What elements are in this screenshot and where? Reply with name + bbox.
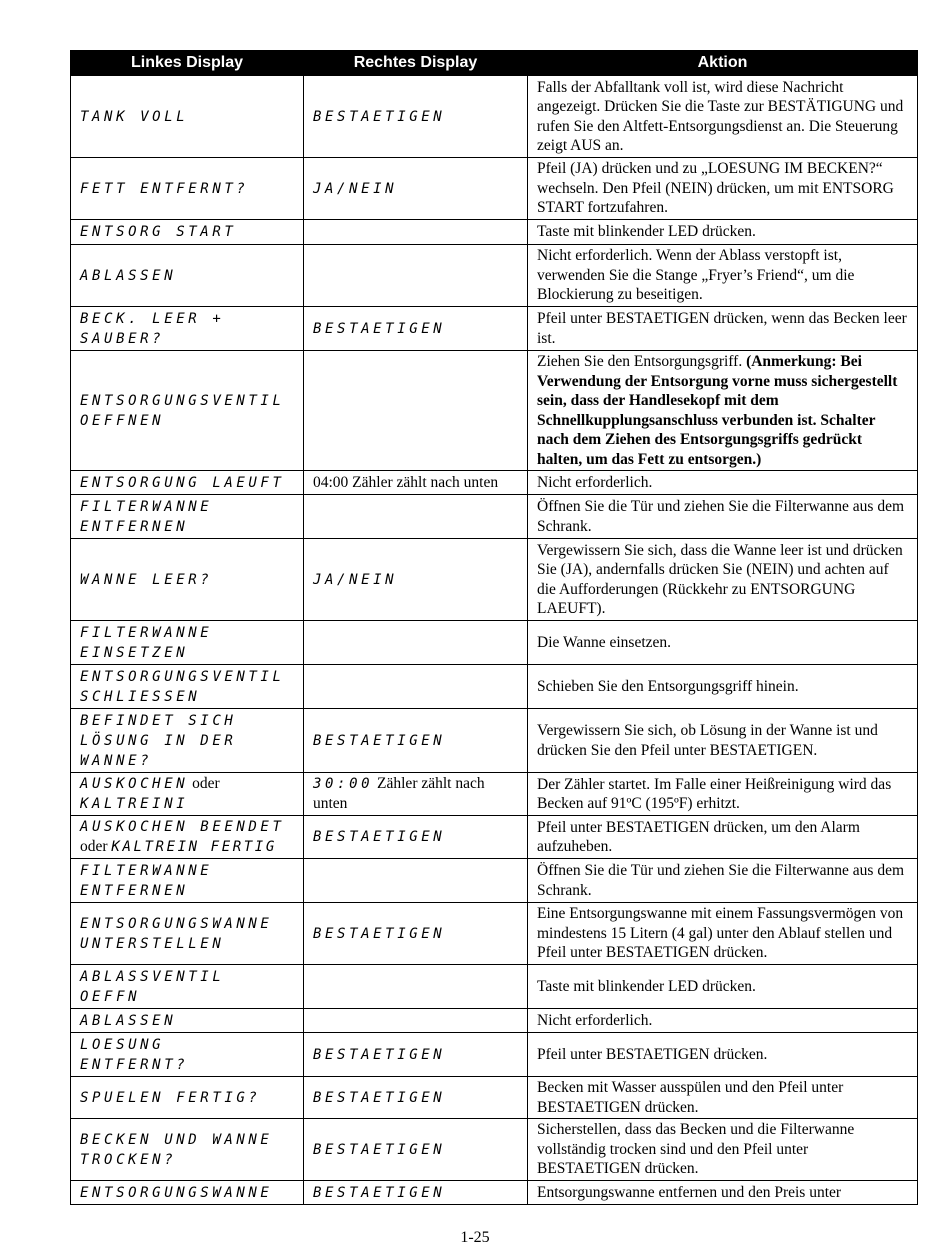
left-display-cell: [71, 859, 304, 903]
right-display-text: BESTAETIGEN: [313, 829, 446, 845]
action-cell: [528, 859, 918, 903]
left-display-cell: [71, 539, 304, 621]
right-display-text: BESTAETIGEN: [313, 925, 446, 942]
right-display-cell: [304, 621, 528, 665]
left-display-text: SCHLIESSEN: [80, 688, 201, 705]
or-text: oder: [80, 838, 112, 855]
action-cell: [528, 158, 918, 220]
right-display-text: JA/NEIN: [313, 180, 398, 197]
action-text: Taste mit blinkender LED drücken.: [537, 977, 756, 995]
action-cell: [528, 1181, 918, 1205]
left-display-cell: [71, 1077, 304, 1119]
table-row: [71, 245, 918, 307]
left-display-text: ENTSORGUNG LAEUFT: [80, 474, 285, 491]
left-display-text: UNTERSTELLEN: [80, 935, 225, 952]
right-display-cell: [304, 859, 528, 903]
header-action: Aktion: [528, 51, 918, 76]
table-row: [71, 495, 918, 539]
left-display-cell: [71, 1181, 304, 1205]
left-display-text: OEFFN: [80, 988, 141, 1005]
left-display-text: ENTSORGUNGSWANNE: [80, 1184, 273, 1201]
left-display-text: ABLASSEN: [80, 267, 177, 284]
action-cell: [528, 965, 918, 1009]
left-display-cell: [71, 76, 304, 158]
timer-display: 30:00: [313, 776, 374, 793]
action-cell: [528, 76, 918, 158]
left-display-text: KALTREIN FERTIG: [111, 839, 277, 855]
left-display-cell: [71, 621, 304, 665]
left-display-text: TANK VOLL: [80, 108, 189, 125]
left-display-text: FILTERWANNE: [80, 862, 213, 879]
action-text: Taste mit blinkender LED drücken.: [537, 223, 756, 241]
action-text: Falls der Abfalltank voll ist, wird diese Nachricht angezeigt. Drücken Sie die Taste zur BESTÄTIGUNG und rufen Sie den Altfett-Entsorgungsdienst an. Die Steuerung zeigt AUS an.: [537, 78, 904, 154]
right-display-cell: [304, 76, 528, 158]
action-cell: [528, 665, 918, 709]
left-display-cell: [71, 351, 304, 471]
left-display-cell: [71, 816, 304, 859]
action-cell: [528, 495, 918, 539]
right-display-text: BESTAETIGEN: [313, 1089, 446, 1106]
left-display-text: ENTSORGUNGSVENTIL: [80, 392, 285, 409]
header-left-display: Linkes Display: [71, 51, 304, 76]
left-display-text: AUSKOCHEN: [80, 776, 189, 792]
action-cell: [528, 1119, 918, 1181]
left-display-cell: [71, 903, 304, 965]
left-display-cell: [71, 1033, 304, 1077]
right-display-cell: [304, 903, 528, 965]
left-display-text: ABLASSVENTIL: [80, 968, 225, 985]
action-cell: [528, 709, 918, 773]
table-row: [71, 220, 918, 245]
action-cell: [528, 1009, 918, 1033]
left-display-text: LOESUNG: [80, 1036, 165, 1053]
table-row: [71, 76, 918, 158]
right-display-cell: [304, 1077, 528, 1119]
action-text: Entsorgungswanne entfernen und den Preis unter: [537, 1183, 842, 1201]
right-display-text: Zähler zählt nach unten: [313, 775, 485, 813]
left-display-text: ABLASSEN: [80, 1012, 177, 1029]
action-text: Nicht erforderlich.: [537, 1011, 653, 1029]
right-display-cell: [304, 495, 528, 539]
table-row: [71, 709, 918, 773]
right-display-text: BESTAETIGEN: [313, 320, 446, 337]
action-cell: [528, 816, 918, 859]
right-display-cell: [304, 351, 528, 471]
action-text: Ziehen Sie den Entsorgungsgriff.: [537, 353, 747, 370]
right-display-cell: [304, 1009, 528, 1033]
procedure-table: [70, 50, 918, 1205]
table-row: [71, 1009, 918, 1033]
left-display-cell: [71, 773, 304, 816]
right-display-text: BESTAETIGEN: [313, 108, 446, 125]
action-text: Becken mit Wasser ausspülen und den Pfeil unter BESTAETIGEN drücken.: [537, 1079, 844, 1116]
action-cell: [528, 621, 918, 665]
left-display-text: ENTSORGUNGSVENTIL: [80, 668, 285, 685]
right-display-text: BESTAETIGEN: [313, 1184, 446, 1201]
action-text: Nicht erforderlich. Wenn der Ablass verstopft ist, verwenden Sie die Stange „Fryer’s Friend“, um die Blockierung zu beseitigen.: [537, 247, 855, 304]
right-display-cell: [304, 773, 528, 816]
action-text: Pfeil unter BESTAETIGEN drücken, um den Alarm aufzuheben.: [537, 818, 860, 855]
action-cell: [528, 1077, 918, 1119]
table-row: [71, 1181, 918, 1205]
right-display-cell: [304, 307, 528, 351]
left-display-text: BEFINDET SICH: [80, 712, 237, 729]
action-text: Der Zähler startet. Im Falle einer Heißreinigung wird das Becken auf 91ºC (195ºF) erhitzt.: [537, 775, 892, 812]
right-display-cell: [304, 1119, 528, 1181]
right-display-text: 04:00 Zähler zählt nach unten: [313, 473, 499, 491]
or-text: oder: [188, 775, 220, 792]
right-display-cell: [304, 709, 528, 773]
table-row: [71, 773, 918, 816]
table-row: [71, 1033, 918, 1077]
left-display-text: EINSETZEN: [80, 644, 189, 661]
left-display-text: OEFFNEN: [80, 412, 165, 429]
table-row: [71, 1077, 918, 1119]
action-text: Schieben Sie den Entsorgungsgriff hinein.: [537, 677, 799, 695]
left-display-cell: [71, 307, 304, 351]
left-display-text: FETT ENTFERNT?: [80, 180, 249, 197]
left-display-text: FILTERWANNE: [80, 624, 213, 641]
left-display-text: WANNE?: [80, 752, 153, 769]
action-text: Eine Entsorgungswanne mit einem Fassungsvermögen von mindestens 15 Litern (4 gal) unter den Ablauf stellen und Pfeil unter BESTAETIGEN drücken.: [537, 905, 904, 962]
left-display-cell: [71, 471, 304, 495]
action-note-bold: (Anmerkung: Bei Verwendung der Entsorgung vorne muss sichergestellt sein, dass der Handlesekopf mit dem Schnellkupplungsanschluss verbunden ist. Schalter nach dem Ziehen des Entsorgungsgriffs gedrückt halten, um das Fett zu entsorgen.): [537, 353, 898, 468]
left-display-text: WANNE LEER?: [80, 571, 213, 588]
action-text: Nicht erforderlich.: [537, 473, 653, 491]
table-row: [71, 665, 918, 709]
action-text: Pfeil (JA) drücken und zu „LOESUNG IM BECKEN?“ wechseln. Den Pfeil (NEIN) drücken, um mit ENTSORG START fortzufahren.: [537, 160, 894, 217]
table-row: [71, 859, 918, 903]
table-row: [71, 621, 918, 665]
table-body: [71, 76, 918, 1205]
table-row: [71, 471, 918, 495]
table-row: [71, 816, 918, 859]
right-display-cell: [304, 816, 528, 859]
action-text: Die Wanne einsetzen.: [537, 633, 672, 651]
right-display-cell: [304, 965, 528, 1009]
action-text: Pfeil unter BESTAETIGEN drücken, wenn das Becken leer ist.: [537, 310, 907, 347]
right-display-cell: [304, 471, 528, 495]
action-text: Öffnen Sie die Tür und ziehen Sie die Filterwanne aus dem Schrank.: [537, 498, 905, 535]
left-display-cell: [71, 665, 304, 709]
action-text: Sicherstellen, dass das Becken und die Filterwanne vollständig trocken sind und den Pfeil unter BESTAETIGEN drücken.: [537, 1121, 855, 1178]
action-text: Pfeil unter BESTAETIGEN drücken.: [537, 1045, 768, 1063]
action-cell: [528, 903, 918, 965]
action-cell: [528, 351, 918, 471]
left-display-text: LÖSUNG IN DER: [80, 732, 237, 749]
right-display-cell: [304, 1181, 528, 1205]
left-display-text: AUSKOCHEN BEENDET: [80, 819, 285, 835]
right-display-text: BESTAETIGEN: [313, 1046, 446, 1063]
action-cell: [528, 773, 918, 816]
left-display-text: BECK. LEER +: [80, 310, 225, 327]
page-number: 1-25: [460, 1229, 490, 1246]
action-cell: [528, 471, 918, 495]
left-display-text: ENTFERNT?: [80, 1056, 189, 1073]
table-row: [71, 351, 918, 471]
left-display-text: SAUBER?: [80, 330, 165, 347]
table-row: [71, 1119, 918, 1181]
left-display-text: SPUELEN FERTIG?: [80, 1089, 261, 1106]
right-display-text: JA/NEIN: [313, 571, 398, 588]
left-display-text: ENTSORGUNGSWANNE: [80, 915, 273, 932]
left-display-text: ENTFERNEN: [80, 882, 189, 899]
left-display-text: FILTERWANNE: [80, 498, 213, 515]
left-display-text: ENTSORG START: [80, 224, 237, 240]
left-display-cell: [71, 220, 304, 245]
table-row: [71, 158, 918, 220]
left-display-cell: [71, 709, 304, 773]
right-display-cell: [304, 665, 528, 709]
right-display-cell: [304, 245, 528, 307]
action-text: Öffnen Sie die Tür und ziehen Sie die Filterwanne aus dem Schrank.: [537, 862, 905, 899]
action-cell: [528, 307, 918, 351]
table-header-row: [71, 51, 918, 76]
left-display-cell: [71, 1119, 304, 1181]
table-row: [71, 903, 918, 965]
left-display-cell: [71, 495, 304, 539]
action-text: Vergewissern Sie sich, dass die Wanne leer ist und drücken Sie (JA), andernfalls drücken Sie (NEIN) und achten auf die Aufforderungen (Rückkehr zu ENTSORGUNG LAEUFT).: [537, 541, 903, 617]
left-display-text: ENTFERNEN: [80, 518, 189, 535]
table-row: [71, 539, 918, 621]
right-display-text: BESTAETIGEN: [313, 1141, 446, 1158]
action-cell: [528, 539, 918, 621]
left-display-cell: [71, 1009, 304, 1033]
right-display-cell: [304, 220, 528, 245]
left-display-cell: [71, 965, 304, 1009]
action-cell: [528, 1033, 918, 1077]
right-display-text: BESTAETIGEN: [313, 732, 446, 749]
left-display-text: TROCKEN?: [80, 1151, 177, 1168]
right-display-cell: [304, 539, 528, 621]
action-text: Vergewissern Sie sich, ob Lösung in der Wanne ist und drücken Sie den Pfeil unter BESTAETIGEN.: [537, 722, 878, 759]
right-display-cell: [304, 1033, 528, 1077]
action-cell: [528, 220, 918, 245]
right-display-cell: [304, 158, 528, 220]
table-row: [71, 307, 918, 351]
action-cell: [528, 245, 918, 307]
table-row: [71, 965, 918, 1009]
header-right-display: Rechtes Display: [304, 51, 528, 76]
left-display-cell: [71, 158, 304, 220]
left-display-text: KALTREINI: [80, 796, 189, 812]
left-display-cell: [71, 245, 304, 307]
left-display-text: BECKEN UND WANNE: [80, 1131, 273, 1148]
